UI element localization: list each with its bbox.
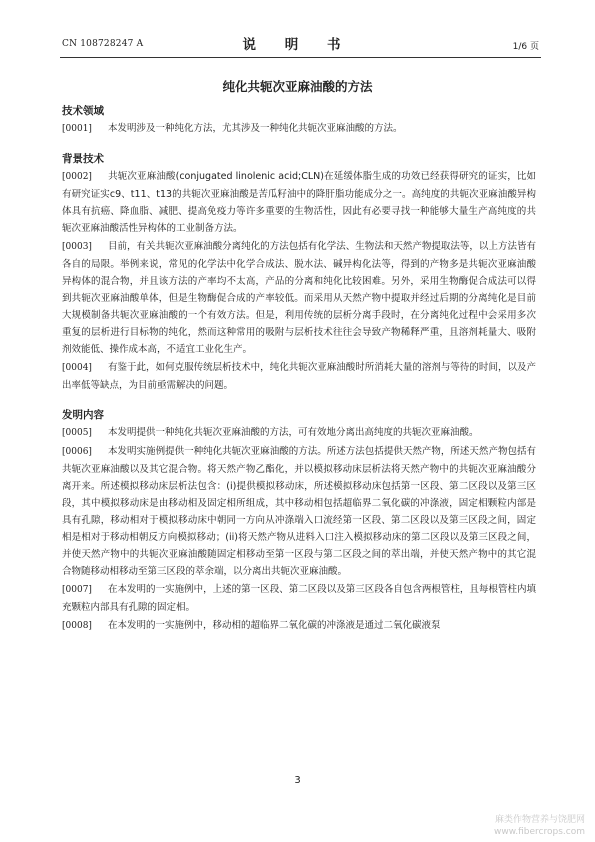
watermark-cn: 麻类作物营养与饶肥网 [494,815,585,825]
watermark-url: www.fibercrops.com [494,827,585,837]
page-number: 3 [294,775,301,786]
header-rule [60,57,541,58]
invention-content-heading: 发明内容 [62,409,104,421]
paragraph-number: [0004] [62,363,92,373]
watermark [494,814,585,838]
paragraph-text: 共轭次亚麻油酸(conjugated linolenic acid;CLN)在延缓体脂生成的功效已经获得研究的证实，比如有研究证实c9、t11、t13的共轭次亚麻油酸是苦瓜籽油中的降肝脂功能成分之一。高纯度的共轭次亚麻油酸异构体具有抗癌、降血脂、减肥、提高免疫力等许多重要的生物活性，因此有必要寻找一种能够大量生产高纯度的共轭次亚麻油酸活性异构体的工业制备方法。 [62,171,536,234]
paragraph-0001 [62,120,536,138]
paragraph-0007 [62,581,536,616]
paragraph-text: 本发明涉及一种纯化方法，尤其涉及一种纯化共轭次亚麻油酸的方法。 [108,123,403,134]
paragraph-text: 本发明实施例提供一种纯化共轭次亚麻油酸的方法。所述方法包括提供天然产物，所述天然产物包括有共轭次亚麻油酸以及其它混合物。将天然产物乙酯化，并以模拟移动床层析法将天然产物中的共轭次亚麻油酸分离开来。所述模拟移动床层析法包含：(i)提供模拟移动床，所述模拟移动床包括第一区段、第二区段以及第三区段，其中模拟移动床是由移动相及固定相所组成，其中移动相包括超临界二氧化碳的冲涤液，固定相颗粒内部是具有孔隙，移动相对于模拟移动床中朝同一方向从冲涤端入口流经第一区段、第二区段以及第三区段之间，固定相是相对于移动相朝反方向模拟移动；(ii)将天然产物从进料入口注入模拟移动床的第二区段以及第三区段之间，并使天然产物中的共轭次亚麻油酸随固定相移动至第一区段与第二区段之间的萃出端，并使天然产物中的其它混合物随移动相移动至第三区段的萃余端，以分离出共轭次亚麻油酸。 [62,446,536,577]
paragraph-number: [0008] [62,621,92,631]
paragraph-text: 在本发明的一实施例中，上述的第一区段、第二区段以及第三区段各自包含两根管柱，且每根管柱内填充颗粒内部具有孔隙的固定相。 [62,584,536,613]
paragraph-0003 [62,238,536,358]
paragraph-number: [0007] [62,585,92,595]
paragraph-number: [0002] [62,172,92,182]
paragraph-text: 有鉴于此，如何克服传统层析技术中，纯化共轭次亚麻油酸时所消耗大量的溶剂与等待的时间，以及产出率低等缺点，为目前亟需解决的问题。 [62,362,536,391]
document-title: 纯化共轭次亚麻油酸的方法 [222,79,373,94]
publication-number: CN 108728247 A [62,39,144,49]
paragraph-text: 本发明提供一种纯化共轭次亚麻油酸的方法，可有效地分离出高纯度的共轭次亚麻油酸。 [108,427,479,438]
paragraph-number: [0001] [62,124,92,134]
paragraph-number: [0005] [62,428,92,438]
paragraph-text: 在本发明的一实施例中，移动相的超临界二氧化碳的冲涤液是通过二氧化碳液泵 [108,620,441,631]
technical-field-heading: 技术领域 [62,105,104,117]
document-body [62,102,536,636]
paragraph-0002 [62,168,536,237]
paragraph-0006 [62,443,536,580]
paragraph-0005 [62,424,536,442]
paragraph-number: [0003] [62,242,92,252]
header-title: 说 明 书 [242,37,353,53]
paragraph-0008 [62,617,536,635]
paragraph-text: 目前，有关共轭次亚麻油酸分离纯化的方法包括有化学法、生物法和天然产物提取法等，以上方法皆有各自的局限。举例来说，常见的化学法中化学合成法、脱水法、碱异构化法等，得到的产物多是共轭次亚麻油酸异构体的混合物，并且该方法的产率均不太高，产品的分离和纯化比较困难。另外，采用生物酶促合成法可以得到共轭次亚麻油酸单体，但是生物酶促合成的产率较低。而采用从天然产物中提取并经过后期的分离纯化是目前大规模制备共轭次亚麻油酸的一个有效方法。但是，利用传统的层析分离手段时，在分离纯化过程中会采用多次重复的层析进行目标物的纯化，然而这种常用的吸附与层析技术往往会导致产物稀释严重，且溶剂耗量大、吸附剂效能低、操作成本高，不适宜工业化生产。 [62,241,536,355]
paragraph-0004 [62,359,536,394]
background-heading: 背景技术 [62,153,104,165]
page-indicator: 1/6 页 [512,42,539,52]
paragraph-number: [0006] [62,447,92,457]
